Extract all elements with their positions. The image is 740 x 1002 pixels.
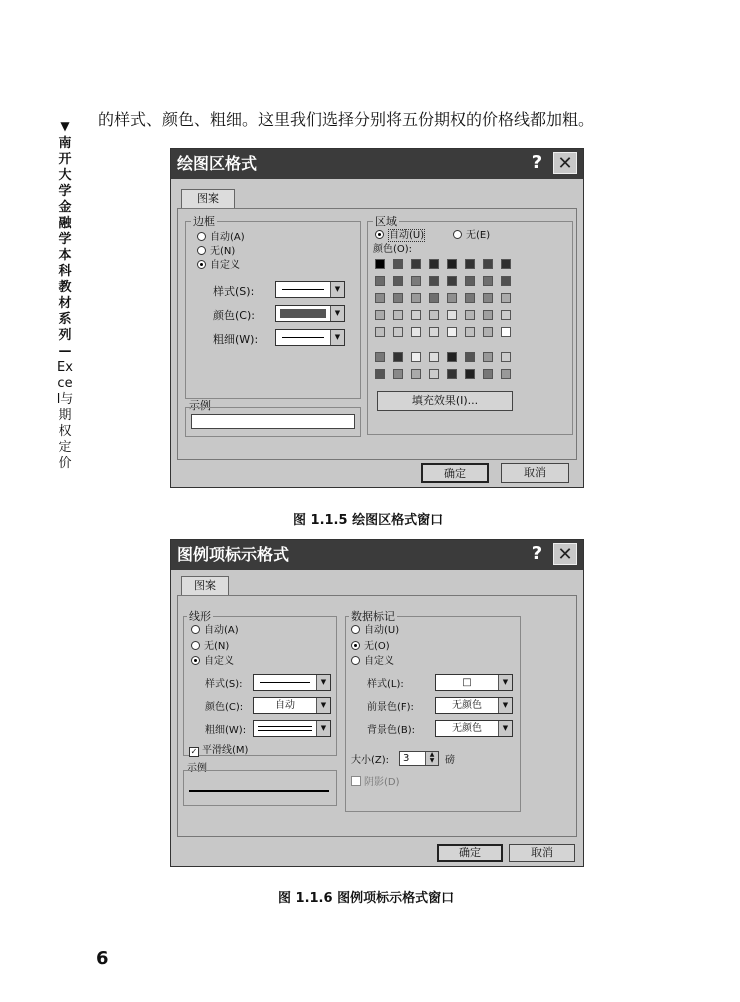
color-swatch[interactable] (393, 310, 403, 320)
style-dropdown[interactable]: ▼ (275, 281, 345, 298)
smooth-line-checkbox[interactable]: ✓ 平滑线(M) (190, 745, 249, 756)
title-bar (171, 149, 583, 179)
area-none-radio[interactable]: 无(E) (453, 229, 490, 242)
color-swatch[interactable] (447, 310, 457, 320)
color-swatch[interactable] (465, 259, 475, 269)
color-swatch[interactable] (483, 327, 493, 337)
tab-pattern[interactable]: 图案 (181, 576, 229, 596)
color-swatch[interactable] (465, 293, 475, 303)
color-swatch[interactable] (447, 327, 457, 337)
color-swatch[interactable] (465, 352, 475, 362)
color-swatch[interactable] (411, 327, 421, 337)
sidebar-separator: — (58, 344, 72, 359)
color-swatch[interactable] (447, 369, 457, 379)
sidebar-vertical-title (56, 118, 74, 472)
foreground-label: 前景色(F): (367, 702, 414, 713)
style-label: 样式(S): (213, 285, 255, 298)
shadow-checkbox[interactable]: 阴影(D) (351, 776, 400, 789)
body-paragraph: 的样式、颜色、粗细。这里我们选择分别将五份期权的价格线都加粗。 (98, 110, 595, 129)
color-swatch[interactable] (501, 352, 511, 362)
color-swatch[interactable] (465, 310, 475, 320)
color-swatch[interactable] (447, 293, 457, 303)
color-swatch[interactable] (375, 276, 385, 286)
color-swatch[interactable] (393, 369, 403, 379)
color-swatch[interactable] (447, 276, 457, 286)
cancel-button[interactable]: 取消 (501, 463, 569, 483)
sample-label: 示例 (189, 399, 211, 412)
weight-label: 粗细(W): (213, 333, 259, 346)
color-swatch[interactable] (483, 276, 493, 286)
book-title: Excel与期权定价 (56, 360, 74, 471)
series-title: 南开大学金融学本科教材系列 (58, 136, 72, 343)
ok-button[interactable]: 确定 (437, 844, 503, 862)
sample-preview (191, 414, 355, 429)
spinner-icon[interactable]: ▲ ▼ (425, 752, 438, 765)
foreground-dropdown[interactable]: 无颜色 ▼ (435, 697, 513, 714)
area-color-label: 颜色(O): (373, 244, 413, 255)
triangle-marker-icon: ▼ (60, 119, 70, 133)
color-swatch[interactable] (465, 327, 475, 337)
color-swatch[interactable] (429, 327, 439, 337)
color-swatch[interactable] (483, 310, 493, 320)
tab-pattern[interactable]: 图案 (181, 189, 235, 209)
sample-group (183, 770, 337, 806)
page-number: 6 (96, 948, 109, 969)
color-swatch[interactable] (501, 327, 511, 337)
color-swatch[interactable] (501, 310, 511, 320)
line-auto-radio[interactable]: 自动(A) (191, 624, 239, 637)
color-swatch[interactable] (501, 293, 511, 303)
color-swatch[interactable] (393, 352, 403, 362)
color-swatch[interactable] (411, 276, 421, 286)
cancel-button[interactable]: 取消 (509, 844, 575, 862)
weight-dropdown[interactable]: ▼ (275, 329, 345, 346)
color-swatch[interactable] (429, 259, 439, 269)
title-bar (171, 540, 583, 570)
help-icon[interactable]: ? (531, 543, 543, 564)
color-swatch[interactable] (393, 276, 403, 286)
color-swatch[interactable] (375, 259, 385, 269)
color-swatch[interactable] (501, 259, 511, 269)
line-custom-radio[interactable]: 自定义 (191, 655, 234, 668)
dialog-title: 绘图区格式 (177, 154, 258, 173)
border-none-radio[interactable]: 无(N) (197, 245, 235, 258)
color-palette (375, 259, 525, 389)
color-swatch[interactable] (411, 293, 421, 303)
sample-label: 示例 (187, 763, 207, 774)
color-swatch[interactable] (447, 259, 457, 269)
color-swatch[interactable] (429, 276, 439, 286)
figure-caption-2: 图 1.1.6 图例项标示格式窗口 (278, 891, 455, 906)
dialog-title: 图例项标示格式 (177, 545, 290, 564)
color-swatch[interactable] (375, 352, 385, 362)
border-auto-radio[interactable]: 自动(A) (197, 231, 245, 244)
color-swatch[interactable] (411, 259, 421, 269)
fill-effects-button[interactable]: 填充效果(I)... (377, 391, 513, 411)
color-swatch[interactable] (429, 369, 439, 379)
marker-custom-radio[interactable]: 自定义 (351, 655, 394, 668)
help-icon[interactable]: ? (531, 152, 543, 173)
color-swatch[interactable] (411, 310, 421, 320)
close-icon[interactable]: ✕ (553, 543, 577, 565)
legend-key-format-dialog (170, 539, 584, 867)
color-swatch[interactable] (501, 369, 511, 379)
color-swatch[interactable] (375, 310, 385, 320)
color-label: 颜色(C): (213, 309, 255, 322)
color-swatch[interactable] (393, 327, 403, 337)
color-swatch[interactable] (429, 352, 439, 362)
color-swatch[interactable] (483, 369, 493, 379)
area-auto-radio[interactable]: 自动(U) (375, 229, 425, 242)
color-swatch[interactable] (411, 369, 421, 379)
color-swatch[interactable] (465, 369, 475, 379)
color-swatch[interactable] (483, 293, 493, 303)
color-swatch[interactable] (501, 276, 511, 286)
color-swatch[interactable] (429, 293, 439, 303)
background-dropdown[interactable]: 无颜色 ▼ (435, 720, 513, 737)
border-custom-radio[interactable]: 自定义 (197, 259, 240, 272)
color-swatch[interactable] (393, 293, 403, 303)
close-icon[interactable]: ✕ (553, 152, 577, 174)
style-label: 样式(S): (205, 679, 243, 690)
figure-caption-1: 图 1.1.5 绘图区格式窗口 (293, 513, 444, 528)
color-swatch[interactable] (447, 352, 457, 362)
border-group-label: 边框 (193, 215, 215, 228)
color-swatch[interactable] (393, 259, 403, 269)
color-label: 颜色(C): (205, 702, 244, 713)
marker-auto-radio[interactable]: 自动(U) (351, 624, 399, 637)
background-label: 背景色(B): (367, 725, 416, 736)
color-dropdown[interactable]: ▼ (275, 305, 345, 322)
sample-line (189, 790, 329, 792)
marker-group-label: 数据标记 (351, 610, 395, 623)
ok-button[interactable]: 确定 (421, 463, 489, 483)
weight-label: 粗细(W): (205, 725, 247, 736)
marker-none-radio[interactable]: 无(O) (351, 640, 390, 653)
color-swatch[interactable] (429, 310, 439, 320)
color-swatch[interactable] (465, 276, 475, 286)
size-label: 大小(Z): (351, 755, 390, 766)
size-unit: 磅 (445, 755, 455, 766)
line-group-label: 线形 (189, 610, 211, 623)
weight-dropdown[interactable]: ▼ (253, 720, 331, 737)
color-swatch[interactable] (375, 293, 385, 303)
line-none-radio[interactable]: 无(N) (191, 640, 229, 653)
marker-style-dropdown[interactable]: □ ▼ (435, 674, 513, 691)
color-swatch[interactable] (411, 352, 421, 362)
plot-area-format-dialog (170, 148, 584, 488)
style-dropdown[interactable]: ▼ (253, 674, 331, 691)
area-group-label: 区域 (375, 215, 397, 228)
color-swatch[interactable] (483, 352, 493, 362)
color-swatch[interactable] (375, 327, 385, 337)
marker-style-label: 样式(L): (367, 679, 404, 690)
color-swatch[interactable] (375, 369, 385, 379)
color-swatch[interactable] (483, 259, 493, 269)
size-input[interactable]: 3 ▲ ▼ (399, 751, 439, 766)
color-dropdown[interactable]: 自动 ▼ (253, 697, 331, 714)
